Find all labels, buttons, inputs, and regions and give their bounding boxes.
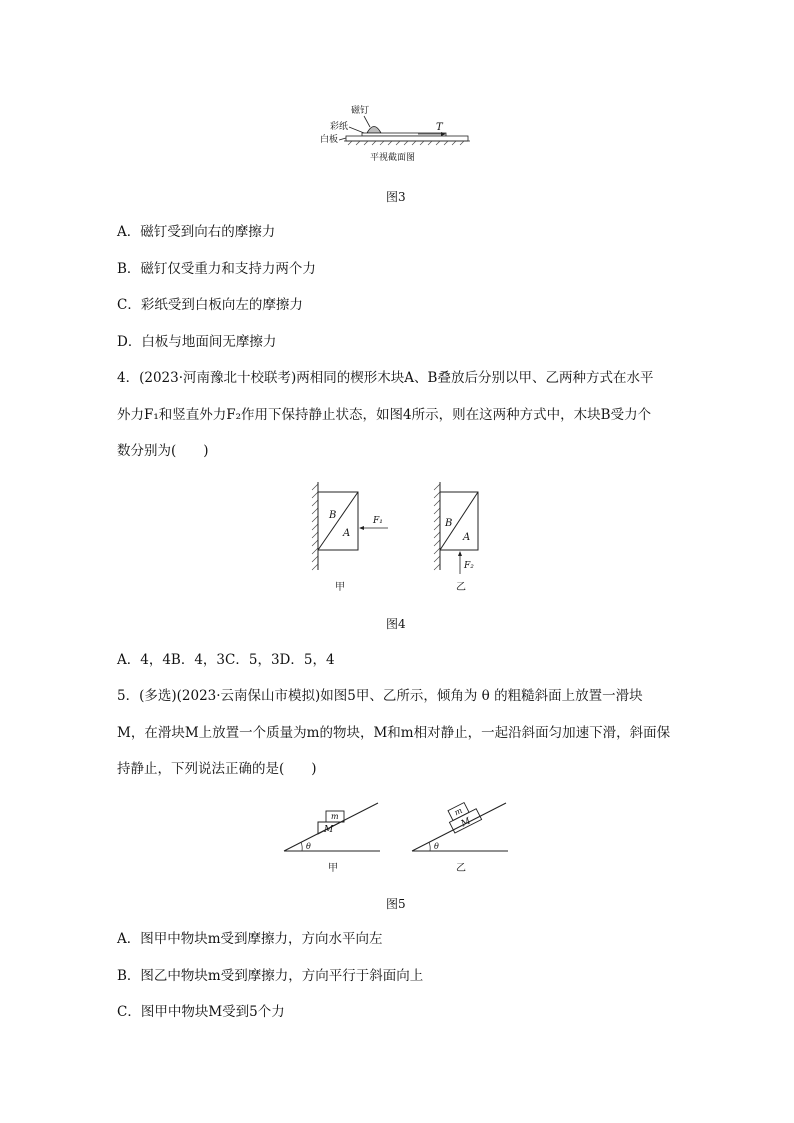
fig4-yi-diagram: [434, 482, 478, 593]
q5-stem-line-2: M，在滑块M上放置一个质量为m的物块，M和m相对静止，一起沿斜面匀加速下滑，斜面保: [117, 725, 671, 741]
fig3-label-magnet: 磁钉: [351, 106, 370, 116]
board-shape: [346, 136, 468, 141]
fig5-jia-theta: θ: [306, 842, 311, 851]
fig4-sub-yi: 乙: [456, 582, 466, 593]
fig4-yi-label-A: A: [463, 532, 471, 543]
fig3-label-paper: 彩纸: [330, 122, 349, 132]
figure-5-caption: 图5: [386, 897, 406, 911]
fig5-yi-label-M: M: [459, 816, 473, 830]
figure-4-diagram: [300, 478, 500, 596]
q5-stem-line-1: 5．(多选)(2023·云南保山市模拟)如图5甲、乙所示，倾角为 θ 的粗糙斜面上放置一滑块: [117, 688, 643, 704]
fig5-yi-diagram: [412, 799, 508, 874]
fig5-sub-jia: 甲: [328, 863, 338, 874]
q3-option-b: B．磁钉仅受重力和支持力两个力: [117, 261, 316, 277]
q5-option-b: B．图乙中物块m受到摩擦力，方向平行于斜面向上: [117, 968, 424, 984]
fig4-jia-diagram: [312, 482, 388, 593]
paper-shape: [362, 133, 446, 136]
fig5-yi-theta: θ: [434, 842, 439, 851]
q4-stem-line-2: 外力F₁和竖直外力F₂作用下保持静止状态，如图4所示，则在这两种方式中，木块B受力个: [117, 407, 652, 423]
magnet-shape: [367, 127, 381, 134]
fig4-label-F2: F₂: [464, 561, 474, 571]
fig5-jia-label-m: m: [331, 812, 339, 821]
figure-3-caption: 图3: [386, 190, 406, 204]
fig4-yi-label-B: B: [445, 518, 453, 529]
fig4-sub-jia: 甲: [335, 582, 345, 593]
fig5-jia-label-M: M: [324, 825, 334, 835]
q3-option-d: D．白板与地面间无摩擦力: [117, 334, 277, 350]
q3-option-c: C．彩纸受到白板向左的摩擦力: [117, 297, 303, 313]
q5-stem-line-3: 持静止，下列说法正确的是( ): [117, 761, 317, 777]
figure-4-caption: 图4: [386, 617, 406, 631]
fig4-label-F1: F₁: [373, 516, 383, 526]
q3-option-a: A．磁钉受到向右的摩擦力: [117, 224, 276, 240]
fig3-label-T: T: [436, 122, 443, 133]
q5-option-c: C．图甲中物块M受到5个力: [117, 1004, 285, 1020]
figure-3-diagram: [318, 100, 478, 168]
fig3-label-view: 平视截面图: [370, 153, 416, 163]
q4-stem-line-3: 数分别为( ): [117, 443, 209, 459]
figure-5-diagram: [280, 795, 520, 875]
fig4-jia-label-B: B: [329, 510, 337, 521]
fig5-yi-label-m: m: [452, 805, 464, 818]
fig5-jia-diagram: [284, 803, 380, 874]
q4-options: A．4，4B．4，3C．5，3D．5，4: [117, 652, 335, 668]
q5-option-a: A．图甲中物块m受到摩擦力，方向水平向左: [117, 931, 383, 947]
fig4-jia-label-A: A: [343, 528, 351, 539]
fig3-label-board: 白板: [320, 135, 339, 145]
q4-stem-line-1: 4．(2023·河南豫北十校联考)两相同的楔形木块A、B叠放后分别以甲、乙两种方式在水平: [117, 370, 654, 386]
fig5-sub-yi: 乙: [456, 863, 466, 874]
